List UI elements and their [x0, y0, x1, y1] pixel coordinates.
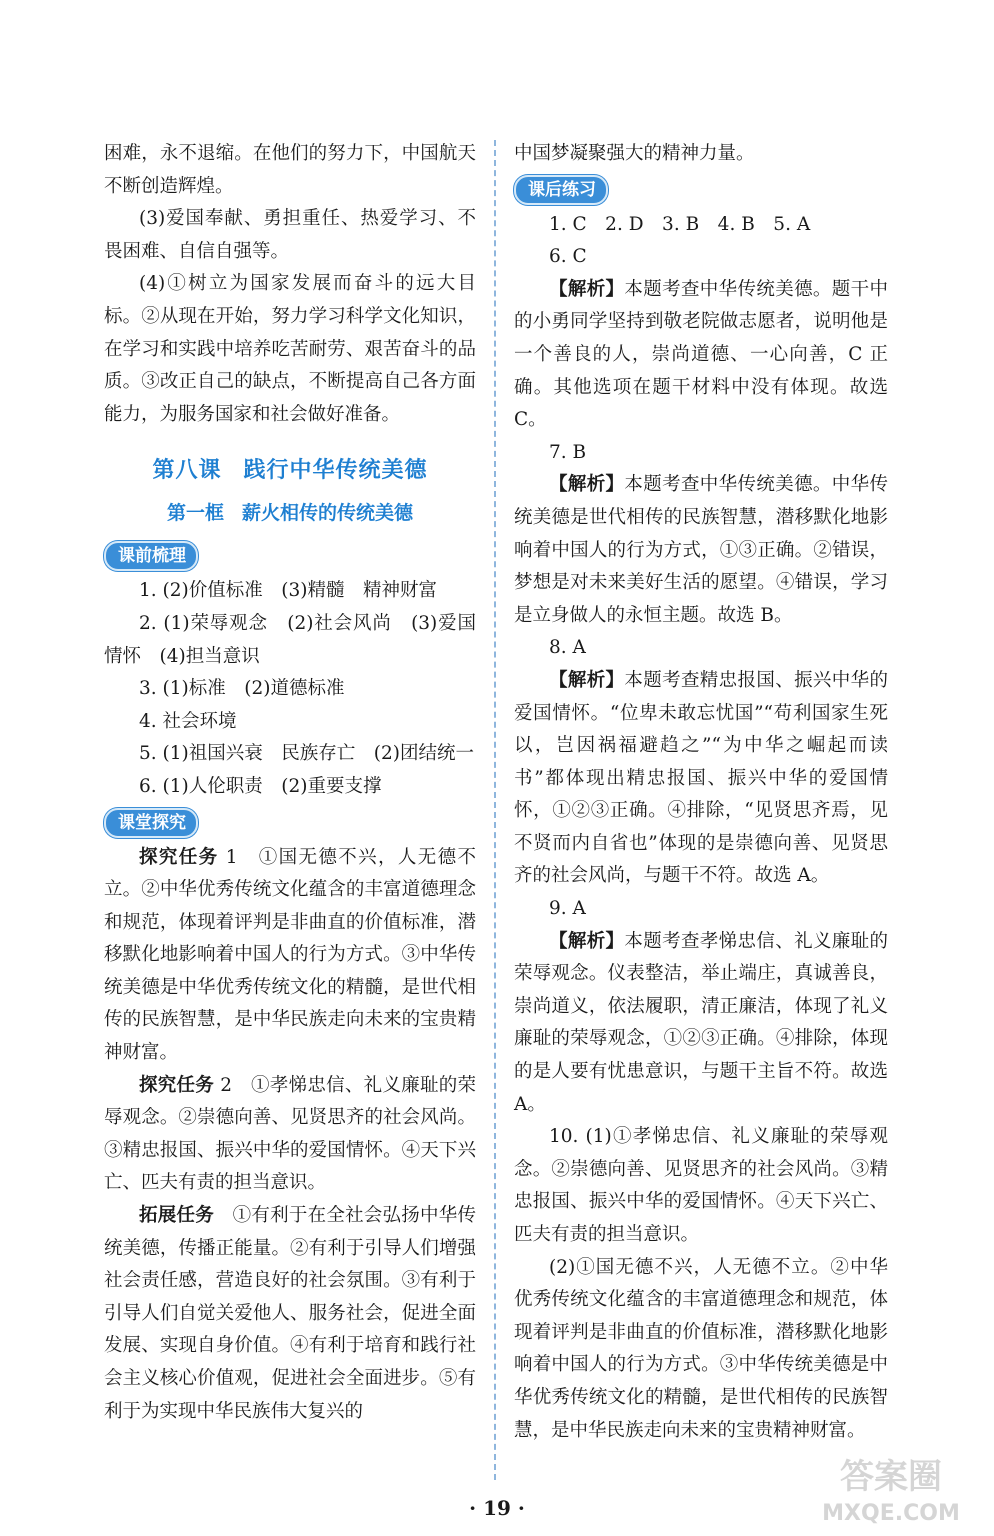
task-paragraph: [104, 1200, 476, 1428]
task-text: 1 ①国无德不兴，人无德不立。②中华优秀传统文化蕴含的丰富道德理念和规范，体现着评判是非曲直的价值标准，潜移默化地影响着中国人的行为方式。③中华传统美德是中华优秀传统文化的精髓，是世代相传的民族智慧，是中华民族走向未来的宝贵精神财富。: [104, 846, 476, 1064]
explanation: [514, 274, 888, 437]
answer-line: 6. C: [549, 246, 587, 268]
paragraph: 中国梦凝聚强大的精神力量。: [514, 143, 755, 164]
answer-paragraph: 10. (1)①孝悌忠信、礼义廉耻的荣辱观念。②崇德向善、见贤思齐的社会风尚。③精忠报国、振兴中华的爱国情怀。④天下兴亡、匹夫有责的担当意识。: [514, 1126, 888, 1245]
paragraph: 困难，永不退缩。在他们的努力下，中国航天不断创造辉煌。: [104, 143, 476, 197]
answer-line: 5. (1)祖国兴衰 民族存亡 (2)团结统一: [139, 743, 474, 765]
watermark-url: MXQE.COM: [822, 1501, 960, 1526]
paragraph: (4)①树立为国家发展而奋斗的远大目标。②从现在开始，努力学习科学文化知识，在学习和实践中培养吃苦耐劳、艰苦奋斗的品质。③改正自己的缺点，不断提高自己各方面能力，为服务国家和社会做好准备。: [104, 273, 476, 425]
watermark-text: 答案圈: [840, 1457, 942, 1497]
answer-line: 4. 社会环境: [139, 710, 237, 732]
analysis-label: 【解析】: [549, 930, 625, 952]
frame-name: 薪火相传的传统美德: [242, 502, 414, 525]
explanation: [514, 926, 888, 1122]
watermark-logo: [806, 1448, 976, 1528]
explanation-text: 本题考查中华传统美德。题干中的小勇同学坚持到敬老院做志愿者，说明他是一个善良的人，崇尚道德、一心向善，C 正确。其他选项在题干材料中没有体现。故选 C。: [514, 278, 888, 431]
left-column: [104, 138, 476, 1428]
task-paragraph: [104, 842, 476, 1070]
explanation-text: 本题考查中华传统美德。中华传统美德是世代相传的民族智慧，潜移默化地影响着中国人的行为方式，①③正确。②错误，梦想是对未来美好生活的愿望。④错误，学习是立身做人的永恒主题。故选 B。: [514, 474, 888, 626]
task-text: 2 ①孝悌忠信、礼义廉耻的荣辱观念。②崇德向善、见贤思齐的社会风尚。③精忠报国、振兴中华的爱国情怀。④天下兴亡、匹夫有责的担当意识。: [104, 1074, 476, 1194]
page-number: · 19 ·: [469, 1496, 525, 1520]
frame-title: [104, 498, 476, 525]
analysis-label: 【解析】: [549, 278, 625, 300]
explanation: [514, 469, 888, 632]
task-label: 探究任务: [139, 1074, 215, 1096]
explanation: [514, 665, 888, 893]
lesson-title: [104, 453, 476, 484]
analysis-label: 【解析】: [549, 669, 625, 691]
answer-line: 6. (1)人伦职责 (2)重要支撑: [139, 775, 382, 797]
answer-line: 8. A: [549, 637, 586, 659]
answer-line: 2. (1)荣辱观念 (2)社会风尚 (3)爱国情怀 (4)担当意识: [104, 612, 476, 667]
frame-number: 第一框: [166, 502, 224, 525]
task-text: ①有利于在全社会弘扬中华传统美德，传播正能量。②有利于引导人们增强社会责任感，营造良好的社会氛围。③有利于引导人们自觉关爱他人、服务社会，促进全面发展、实现自身价值。④有利于培育和践行社会主义核心价值观，促进社会全面进步。⑤有利于为实现中华民族伟大复兴的: [104, 1205, 476, 1422]
answer-line: 1. C 2. D 3. B 4. B 5. A: [549, 213, 811, 235]
answer-line: 3. (1)标准 (2)道德标准: [139, 678, 345, 700]
analysis-label: 【解析】: [549, 474, 625, 496]
section-tag: 课后练习: [514, 175, 608, 205]
explanation-text: 本题考查精忠报国、振兴中华的爱国情怀。“位卑未敢忘忧国”“苟利国家生死以，岂因祸福避趋之”“为中华之崛起而读书”都体现出精忠报国、振兴中华的爱国情怀，①②③正确。④排除，“见贤思齐焉，见不贤而内自省也”体现的是崇德向善、见贤思齐的社会风尚，与题干不符。故选 A。: [514, 669, 888, 887]
task-label: 探究任务: [139, 846, 219, 868]
lesson-name: 践行中华传统美德: [243, 458, 428, 484]
task-label: 拓展任务: [139, 1205, 214, 1227]
right-column: [514, 138, 888, 1447]
column-divider: [494, 140, 496, 1480]
answer-line: 9. A: [549, 898, 586, 920]
section-tag: 课堂探究: [104, 808, 198, 838]
answer-paragraph: (2)①国无德不兴，人无德不立。②中华优秀传统文化蕴含的丰富道德理念和规范，体现着评判是非曲直的价值标准，潜移默化地影响着中国人的行为方式。③中华传统美德是中华优秀传统文化的精髓，是世代相传的民族智慧，是中华民族走向未来的宝贵精神财富。: [514, 1256, 888, 1441]
answer-line: 1. (2)价值标准 (3)精髓 精神财富: [139, 580, 437, 602]
explanation-text: 本题考查孝悌忠信、礼义廉耻的荣辱观念。仪表整洁，举止端庄，真诚善良，崇尚道义，依法履职，清正廉洁，体现了礼义廉耻的荣辱观念，①②③正确。④排除，体现的是人要有忧患意识，与题干主旨不符。故选 A。: [514, 930, 888, 1115]
answer-line: 7. B: [549, 441, 587, 463]
task-paragraph: [104, 1070, 476, 1200]
lesson-number: 第八课: [152, 458, 222, 484]
section-tag: 课前梳理: [104, 541, 198, 571]
paragraph: (3)爱国奉献、勇担重任、热爱学习、不畏困难、自信自强等。: [104, 208, 476, 262]
